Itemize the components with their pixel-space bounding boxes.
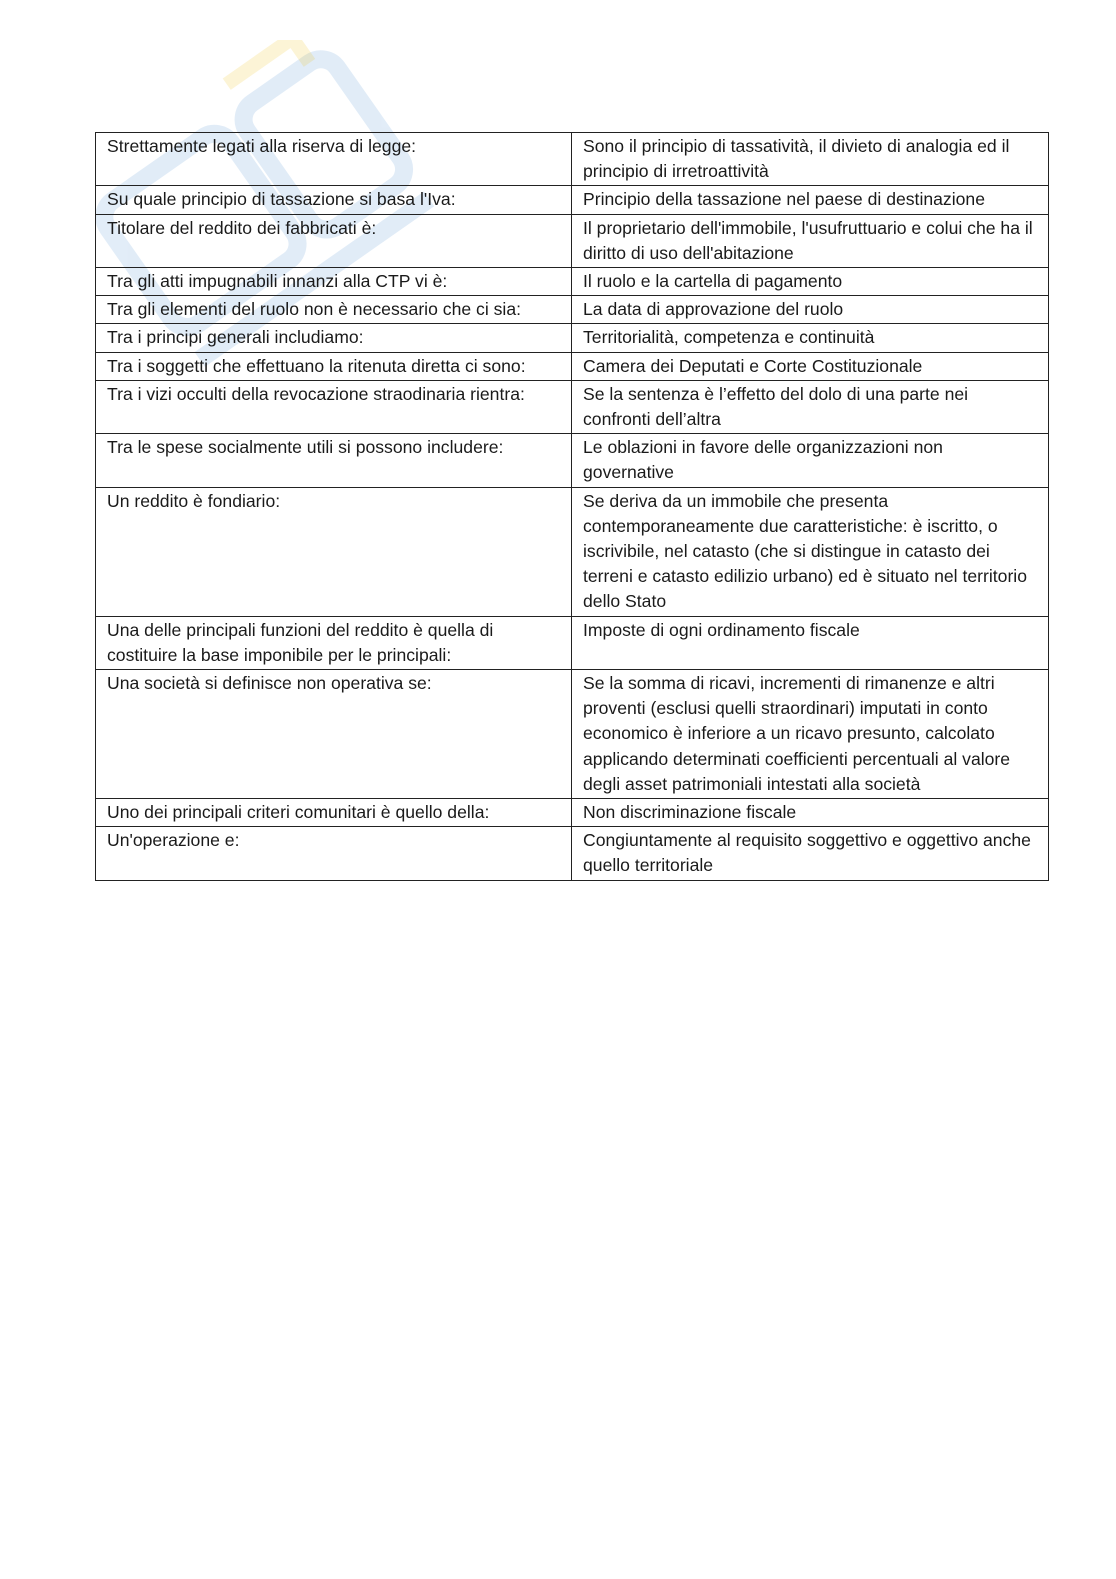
answer-cell: Imposte di ogni ordinamento fiscale [572,616,1049,669]
table-row [96,380,1049,433]
question-cell: Un reddito è fondiario: [96,487,572,616]
table-row [96,799,1049,827]
table-row [96,268,1049,296]
answer-cell: Sono il principio di tassatività, il divieto di analogia ed il principio di irretroattività [572,133,1049,186]
table-row [96,324,1049,352]
question-cell: Una società si definisce non operativa se: [96,670,572,799]
table-row [96,487,1049,616]
answer-cell: Principio della tassazione nel paese di destinazione [572,186,1049,214]
answer-cell: Le oblazioni in favore delle organizzazioni non governative [572,434,1049,487]
question-cell: Su quale principio di tassazione si basa l'Iva: [96,186,572,214]
answer-cell: Il ruolo e la cartella di pagamento [572,268,1049,296]
qa-table [95,132,1049,881]
question-cell: Titolare del reddito dei fabbricati è: [96,214,572,267]
answer-cell: Non discriminazione fiscale [572,799,1049,827]
question-cell: Tra le spese socialmente utili si possono includere: [96,434,572,487]
answer-cell: Se la sentenza è l’effetto del dolo di una parte nei confronti dell’altra [572,380,1049,433]
table-row [96,186,1049,214]
question-cell: Tra gli elementi del ruolo non è necessario che ci sia: [96,296,572,324]
answer-cell: La data di approvazione del ruolo [572,296,1049,324]
answer-cell: Se la somma di ricavi, incrementi di rimanenze e altri proventi (esclusi quelli straordinari) imputati in conto economico è inferiore a un ricavo presunto, calcolato applicando determinati coefficienti percentuali al valore degli asset patrimoniali intestati alla società [572,670,1049,799]
question-cell: Tra i vizi occulti della revocazione straodinaria rientra: [96,380,572,433]
question-cell: Tra i soggetti che effettuano la ritenuta diretta ci sono: [96,352,572,380]
question-cell: Strettamente legati alla riserva di legge: [96,133,572,186]
answer-cell: Congiuntamente al requisito soggettivo e oggettivo anche quello territoriale [572,827,1049,880]
answer-cell: Territorialità, competenza e continuità [572,324,1049,352]
question-cell: Tra i principi generali includiamo: [96,324,572,352]
table-row [96,296,1049,324]
question-cell: Una delle principali funzioni del reddito è quella di costituire la base imponibile per le principali: [96,616,572,669]
table-row [96,214,1049,267]
table-row [96,670,1049,799]
table-row [96,352,1049,380]
question-cell: Uno dei principali criteri comunitari è quello della: [96,799,572,827]
table-row [96,434,1049,487]
question-cell: Tra gli atti impugnabili innanzi alla CTP vi è: [96,268,572,296]
question-cell: Un'operazione e: [96,827,572,880]
answer-cell: Camera dei Deputati e Corte Costituzionale [572,352,1049,380]
table-row [96,133,1049,186]
answer-cell: Il proprietario dell'immobile, l'usufruttuario e colui che ha il diritto di uso dell'abitazione [572,214,1049,267]
table-row [96,616,1049,669]
table-row [96,827,1049,880]
answer-cell: Se deriva da un immobile che presenta contemporaneamente due caratteristiche: è iscritto, o iscrivibile, nel catasto (che si distingue in catasto dei terreni e catasto edilizio urbano) ed è situato nel territorio dello Stato [572,487,1049,616]
